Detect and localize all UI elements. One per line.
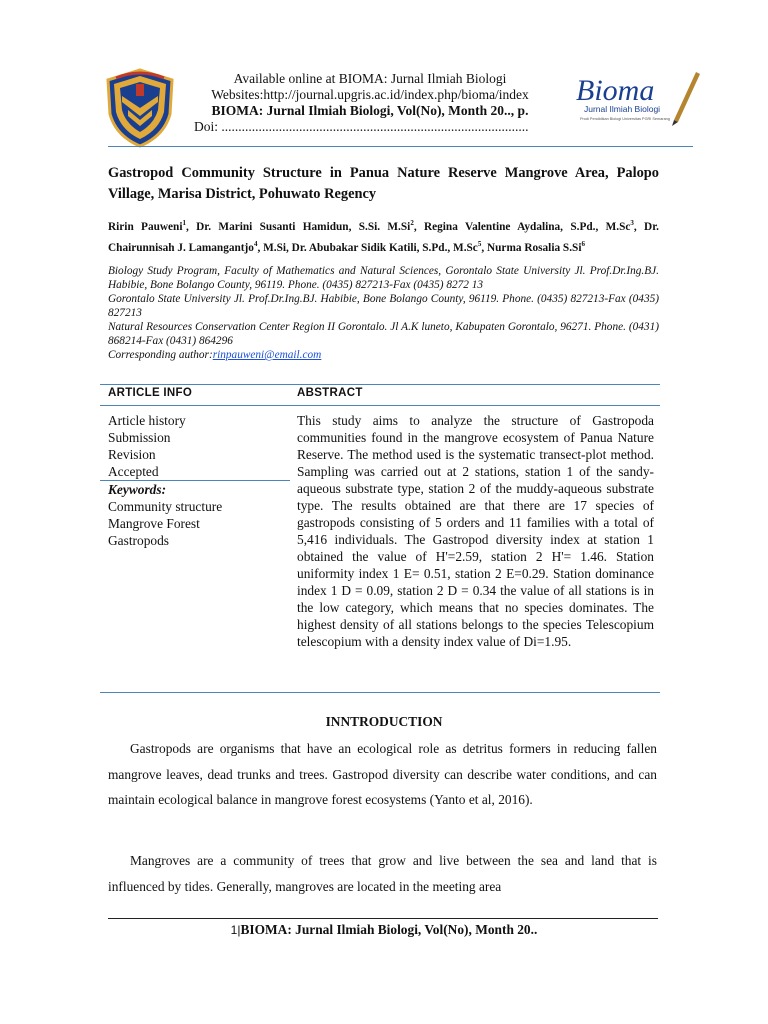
footer-separator: | (237, 923, 241, 937)
affiliation-3: Natural Resources Conservation Center Region II Gorontalo. Jl A.K luneto, Kabupaten Gorontalo, 96271. Phone. (0431) 868214-Fax (0431) 864296 (108, 321, 659, 347)
corresponding-email-link[interactable]: rinpauweni@email.com (212, 349, 322, 361)
table-bottom-rule (100, 692, 660, 693)
author-name: Nurma Rosalia S.Si (486, 241, 582, 254)
introduction-paragraph: Gastropods are organisms that have an ecological role as detritus formers in reducing fallen mangrove leaves, dead trunks and trees. Gastropod diversity can describe water conditions, and can maintain ecological balance in mangrove forest ecosystems (Yanto et al, 2016). (108, 741, 657, 807)
keyword-item: Mangrove Forest (108, 516, 200, 531)
author-name: Ririn Pauweni (108, 220, 183, 233)
introduction-paragraph: Mangroves are a community of trees that grow and live between the sea and land that is influenced by tides. Generally, mangroves are located in the meeting area (108, 853, 657, 894)
corresponding-label: Corresponding author: (108, 349, 213, 361)
bioma-logo-tagline: Prodi Pendidikan Biologi Universitas PGRI Semarang (580, 117, 670, 121)
submission-label: Submission (108, 430, 171, 445)
article-info-heading: ARTICLE INFO (108, 387, 193, 399)
article-history-label: Article history (108, 413, 186, 428)
introduction-heading: INNTRODUCTION (325, 714, 443, 729)
footer-divider (108, 918, 658, 919)
abstract-text: This study aims to analyze the structure of Gastropoda communities found in the mangrove ecosystem of Panua Nature Reserve. The method used is the systematic transect-plot method. Sampling was carried out at 2 stations, station 1 of the sandy-aqueous substrate type, station 2 of the muddy-aqueous substrate type. The results obtained are that there are 17 species of gastropods consisting of 5 orders and 11 families with a total of 5,416 individuals. The Gastropod diversity index at station 1 obtained the value of H'=2.59, station 2 H'= 1.46. Station uniformity index 1 E= 0.51, station 2 E=0.29. Station dominance index 1 D = 0.09, station 2 D = 0.34 the value of all stations is in the low category, which means that no species dominates. The highest density of all stations belongs to the species Telescopium telescopium with a density index value of Di=1.95. (297, 413, 654, 649)
header-divider (108, 146, 693, 147)
footer-journal-title: BIOMA: Jurnal Ilmiah Biologi, Vol(No), Month 20.. (240, 922, 538, 937)
bioma-journal-logo (574, 68, 702, 126)
abstract-heading: ABSTRACT (297, 387, 363, 399)
keyword-item: Community structure (108, 499, 223, 514)
keyword-item: Gastropods (108, 533, 169, 548)
author-name: Dr. Marini Susanti Hamidun, S.Si. M.Si (196, 220, 411, 233)
bioma-logo-wordmark: Bioma (576, 74, 655, 107)
doi-label: Doi (194, 119, 215, 134)
page-footer (0, 922, 768, 938)
revision-label: Revision (108, 447, 156, 462)
header-website: Websites:http://journal.upgris.ac.id/index.php/bioma/index (211, 87, 529, 102)
pen-icon (674, 72, 700, 122)
author-name: Regina Valentine Aydalina, S.Pd., M.Sc (423, 220, 631, 233)
paper-title: Gastropod Community Structure in Panua Nature Reserve Mangrove Area, Palopo Village, Marisa District, Pohuwato Regency (108, 165, 659, 202)
page-number: 1 (230, 923, 238, 937)
accepted-label: Accepted (108, 464, 159, 479)
keywords-label: Keywords: (108, 482, 167, 497)
affiliation-2: Gorontalo State University Jl. Prof.Dr.Ing.BJ. Habibie, Bone Bolango County, 96119. Phone. (0435) 827213-Fax (0435) 827213 (108, 293, 659, 319)
header-journal-citation: BIOMA: Jurnal Ilmiah Biologi, Vol(No), Month 20.., p. (211, 103, 529, 118)
table-header-rule (100, 405, 660, 406)
author-name: M.Si, Dr. Abubakar Sidik Katili, S.Pd., M.Sc (263, 241, 478, 254)
header-availability: Available online at BIOMA: Jurnal Ilmiah Biologi (233, 71, 507, 86)
bioma-logo-subtitle: Jurnal Ilmiah Biologi (584, 104, 661, 114)
corresponding-author (108, 349, 659, 363)
author-name: Dr. Chairunnisah J. Lamangantjo (108, 220, 660, 254)
affiliation-1: Biology Study Program, Faculty of Mathematics and Natural Sciences, Gorontalo State University Jl. Prof.Dr.Ing.BJ. Habibie, Bone Bolango County, 96119. Phone. (0435) 827213-Fax (0435) 8272 13 (108, 265, 659, 291)
author-list: Ririn Pauweni$^1$, Dr. Marini Susanti Hamidun, S.Si. M.Si$^2$, Regina Valentine Aydalina, S.Pd., M.Sc$^3$, Dr. Chairunnisah J. Lamangantjo$^4$, M.Si, Dr. Abubakar Sidik Katili, S.Pd., M.Sc$^5$, Nurma Rosalia S.Si$^6$ (108, 219, 660, 254)
header-doi (194, 118, 529, 135)
table-top-rule (100, 384, 660, 385)
doi-value: : ........................................................................................... (214, 119, 529, 134)
